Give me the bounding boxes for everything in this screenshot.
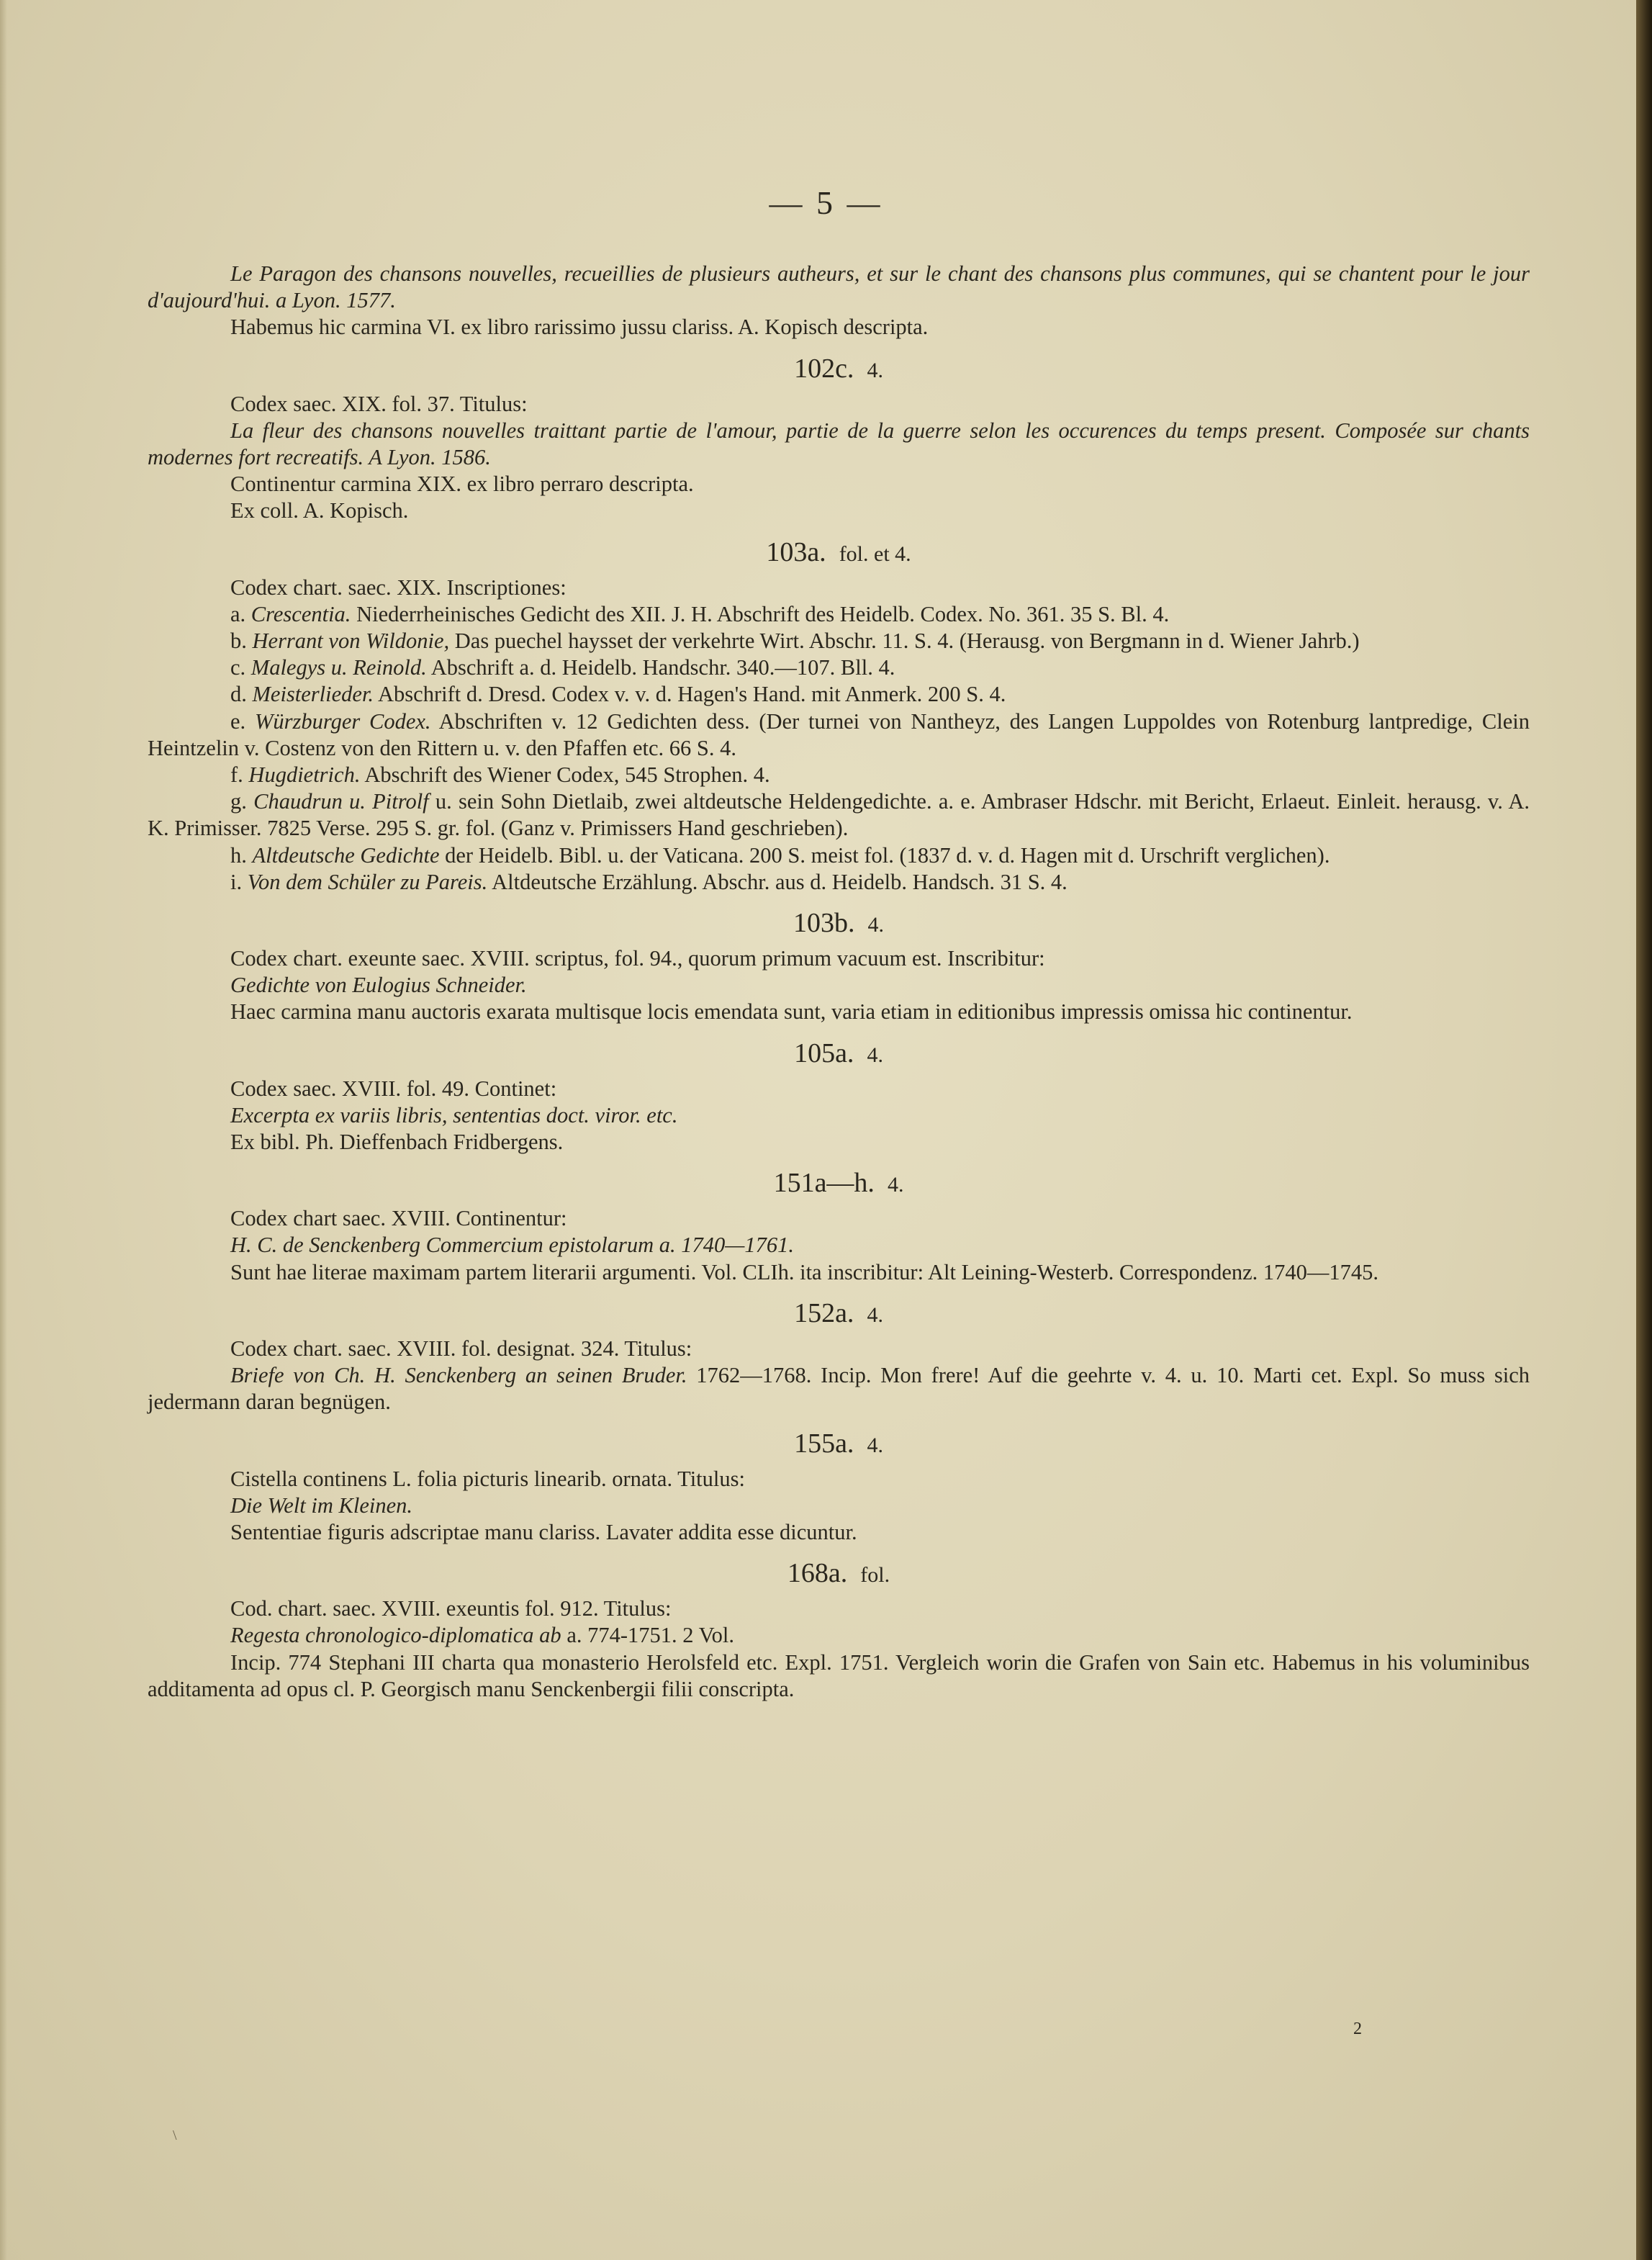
entry-number: 152a.	[794, 1297, 854, 1328]
entry-line: Haec carmina manu auctoris exarata multisque locis emendata sunt, varia etiam in editionibus impressis omissa hic continentur.	[230, 999, 1353, 1025]
entry-line: Codex chart. saec. XVIII. fol. designat. 324. Titulus:	[230, 1336, 692, 1361]
item-title: Malegys u. Reinold.	[250, 655, 427, 680]
item-text: der Heidelb. Bibl. u. der Vaticana. 200 S. meist fol. (1837 d. v. d. Hagen mit d. Urschrift verglichen).	[439, 842, 1330, 868]
item-label: f.	[230, 762, 243, 788]
list-item-g	[148, 788, 1530, 842]
entry-title: La fleur des chansons nouvelles traittant partie de l'amour, partie de la guerre selon les occurences du temps present. Composée sur chants modernes fort recreatifs. A Lyon. 1586.	[148, 418, 1530, 470]
entry-number: 168a.	[787, 1558, 848, 1589]
entry-line: Sunt hae literae maximam partem literarii argumenti. Vol. CLIh. ita inscribitur: Alt Leining-Westerb. Correspondenz. 1740—1745.	[230, 1259, 1379, 1284]
list-item-f	[148, 762, 1530, 788]
entry-number: 151a—h.	[773, 1168, 875, 1199]
entry-line: Codex chart. exeunte saec. XVIII. scriptus, fol. 94., quorum primum vacuum est. Inscribitur:	[230, 946, 1045, 971]
list-item-b	[148, 628, 1530, 654]
item-title: Hugdietrich.	[248, 762, 361, 788]
entry-number: 103b.	[793, 908, 855, 939]
item-title: Altdeutsche Gedichte	[252, 842, 440, 868]
entry-line: Continentur carmina XIX. ex libro perraro descripta.	[230, 472, 694, 497]
stray-mark: \	[173, 2128, 177, 2143]
entry-title: Gedichte von Eulogius Schneider.	[230, 973, 527, 998]
entry-heading-102c	[148, 351, 1530, 388]
item-label: c.	[230, 655, 246, 680]
item-title: Herrant von Wildonie,	[252, 629, 450, 654]
entry-title: Regesta chronologico-diplomatica ab	[230, 1623, 561, 1648]
book-binding-edge	[1636, 0, 1652, 2260]
item-text: Abschrift d. Dresd. Codex v. v. d. Hagen's Hand. mit Anmerk. 200 S. 4.	[374, 682, 1006, 707]
entry-format: fol.	[860, 1563, 890, 1588]
entry-format: 4.	[867, 358, 883, 382]
list-item-e	[148, 708, 1530, 762]
entry-title-line	[148, 1362, 1530, 1415]
intro-note: Habemus hic carmina VI. ex libro rarissimo jussu clariss. A. Kopisch descripta.	[230, 315, 929, 340]
entry-title: Excerpta ex variis libris, sententias doct. viror. etc.	[230, 1102, 678, 1127]
entry-title: Die Welt im Kleinen.	[230, 1493, 412, 1518]
entry-heading-168a	[148, 1556, 1530, 1593]
entry-line: Codex saec. XVIII. fol. 49. Continet:	[230, 1076, 557, 1101]
entry-heading-103a	[148, 535, 1530, 572]
entry-title: Briefe von Ch. H. Senckenberg an seinen Bruder.	[230, 1363, 687, 1388]
signature-mark: 2	[1353, 2020, 1362, 2038]
entry-heading-152a	[148, 1296, 1530, 1333]
entry-format: 4.	[867, 1043, 883, 1067]
item-text: Abschrift des Wiener Codex, 545 Strophen. 4.	[360, 762, 770, 788]
list-item-d	[148, 681, 1530, 708]
entry-line: Ex bibl. Ph. Dieffenbach Fridbergens.	[230, 1130, 564, 1155]
item-text: Abschriften v. 12 Gedichten dess. (Der turnei von Nantheyz, des Langen Luppoldes von Rotenburg lantpredige, Clein Heintzelin v. Costenz von den Rittern u. v. den Pfaffen etc. 66 S. 4.	[148, 708, 1530, 760]
entry-heading-151a	[148, 1166, 1530, 1202]
item-label: b.	[230, 629, 247, 654]
item-label: i.	[230, 869, 243, 894]
item-text: Das puechel haysset der verkehrte Wirt. Abschr. 11. S. 4. (Herausg. von Bergmann in d. Wiener Jahrb.)	[449, 629, 1360, 654]
list-item-i	[148, 869, 1530, 896]
item-label: e.	[230, 708, 246, 734]
list-item-a	[148, 601, 1530, 628]
entry-line: Codex chart. saec. XIX. Inscriptiones:	[230, 575, 567, 600]
page-number: — 5 —	[769, 184, 883, 221]
catalog-text	[148, 261, 1530, 1703]
item-label: a.	[230, 601, 246, 626]
item-text: u. sein Sohn Dietlaib, zwei altdeutsche Heldengedichte. a. e. Ambraser Hdschr. mit Bericht, Erlaeut. Einleit. herausg. v. A. K. Primisser. 7825 Verse. 295 S. gr. fol. (Ganz v. Primissers Hand geschrieben).	[148, 789, 1530, 841]
item-text: Abschrift a. d. Heidelb. Handschr. 340.—107. Bll. 4.	[426, 655, 895, 680]
item-label: h.	[230, 842, 247, 868]
entry-format: 4.	[887, 1173, 904, 1197]
list-item-c	[148, 654, 1530, 681]
entry-line: Ex coll. A. Kopisch.	[230, 498, 409, 523]
item-label: d.	[230, 682, 247, 707]
item-title: Würzburger Codex.	[254, 708, 431, 734]
entry-format: fol. et 4.	[839, 541, 911, 566]
entry-format: 4.	[867, 913, 884, 937]
list-item-h	[148, 842, 1530, 869]
entry-line: Codex chart saec. XVIII. Continentur:	[230, 1206, 567, 1231]
page-edge-shadow	[0, 0, 7, 2260]
entry-line: Sententiae figuris adscriptae manu clariss. Lavater addita esse dicuntur.	[230, 1519, 857, 1544]
entry-line: Incip. 774 Stephani III charta qua monasterio Herolsfeld etc. Expl. 1751. Vergleich worin die Grafen von Sain etc. Habemus in his voluminibus additamenta ad opus cl. P. Georgisch manu Senckenbergii filii conscripta.	[148, 1649, 1530, 1701]
entry-line: Codex saec. XIX. fol. 37. Titulus:	[230, 391, 528, 416]
entry-heading-155a	[148, 1426, 1530, 1463]
item-text: Niederrheinisches Gedicht des XII. J. H. Abschrift des Heidelb. Codex. No. 361. 35 S. Bl. 4.	[351, 601, 1170, 626]
item-title: Chaudrun u. Pitrolf	[253, 789, 429, 814]
entry-number: 105a.	[794, 1037, 854, 1068]
item-title: Crescentia.	[250, 601, 351, 626]
item-title: Meisterlieder.	[252, 682, 374, 707]
entry-format: 4.	[867, 1433, 883, 1457]
item-label: g.	[230, 789, 247, 814]
entry-title-rest: a. 774-1751. 2 Vol.	[561, 1623, 735, 1648]
intro-title: Le Paragon des chansons nouvelles, recueillies de plusieurs autheurs, et sur le chant des chansons plus communes, qui se chantent pour le jour d'aujourd'hui. a Lyon. 1577.	[148, 261, 1530, 313]
entry-number: 155a.	[794, 1428, 854, 1459]
entry-title: H. C. de Senckenberg Commercium epistolarum a. 1740—1761.	[230, 1233, 795, 1258]
entry-format: 4.	[867, 1302, 883, 1327]
entry-number: 102c.	[794, 353, 854, 384]
item-title: Von dem Schüler zu Pareis.	[247, 869, 488, 894]
entry-number: 103a.	[766, 536, 826, 567]
entry-heading-103b	[148, 906, 1530, 942]
entry-line: Cistella continens L. folia picturis linearib. ornata. Titulus:	[230, 1466, 745, 1491]
entry-title-line	[148, 1622, 1530, 1649]
entry-heading-105a	[148, 1036, 1530, 1073]
entry-title-rest: 1762—1768. Incip. Mon frere! Auf die geehrte v. 4. u. 10. Marti cet. Expl. So muss sich jedermann daran begnügen.	[148, 1363, 1530, 1415]
entry-line: Cod. chart. saec. XVIII. exeuntis fol. 912. Titulus:	[230, 1596, 672, 1621]
item-text: Altdeutsche Erzählung. Abschr. aus d. Heidelb. Handsch. 31 S. 4.	[487, 869, 1068, 894]
